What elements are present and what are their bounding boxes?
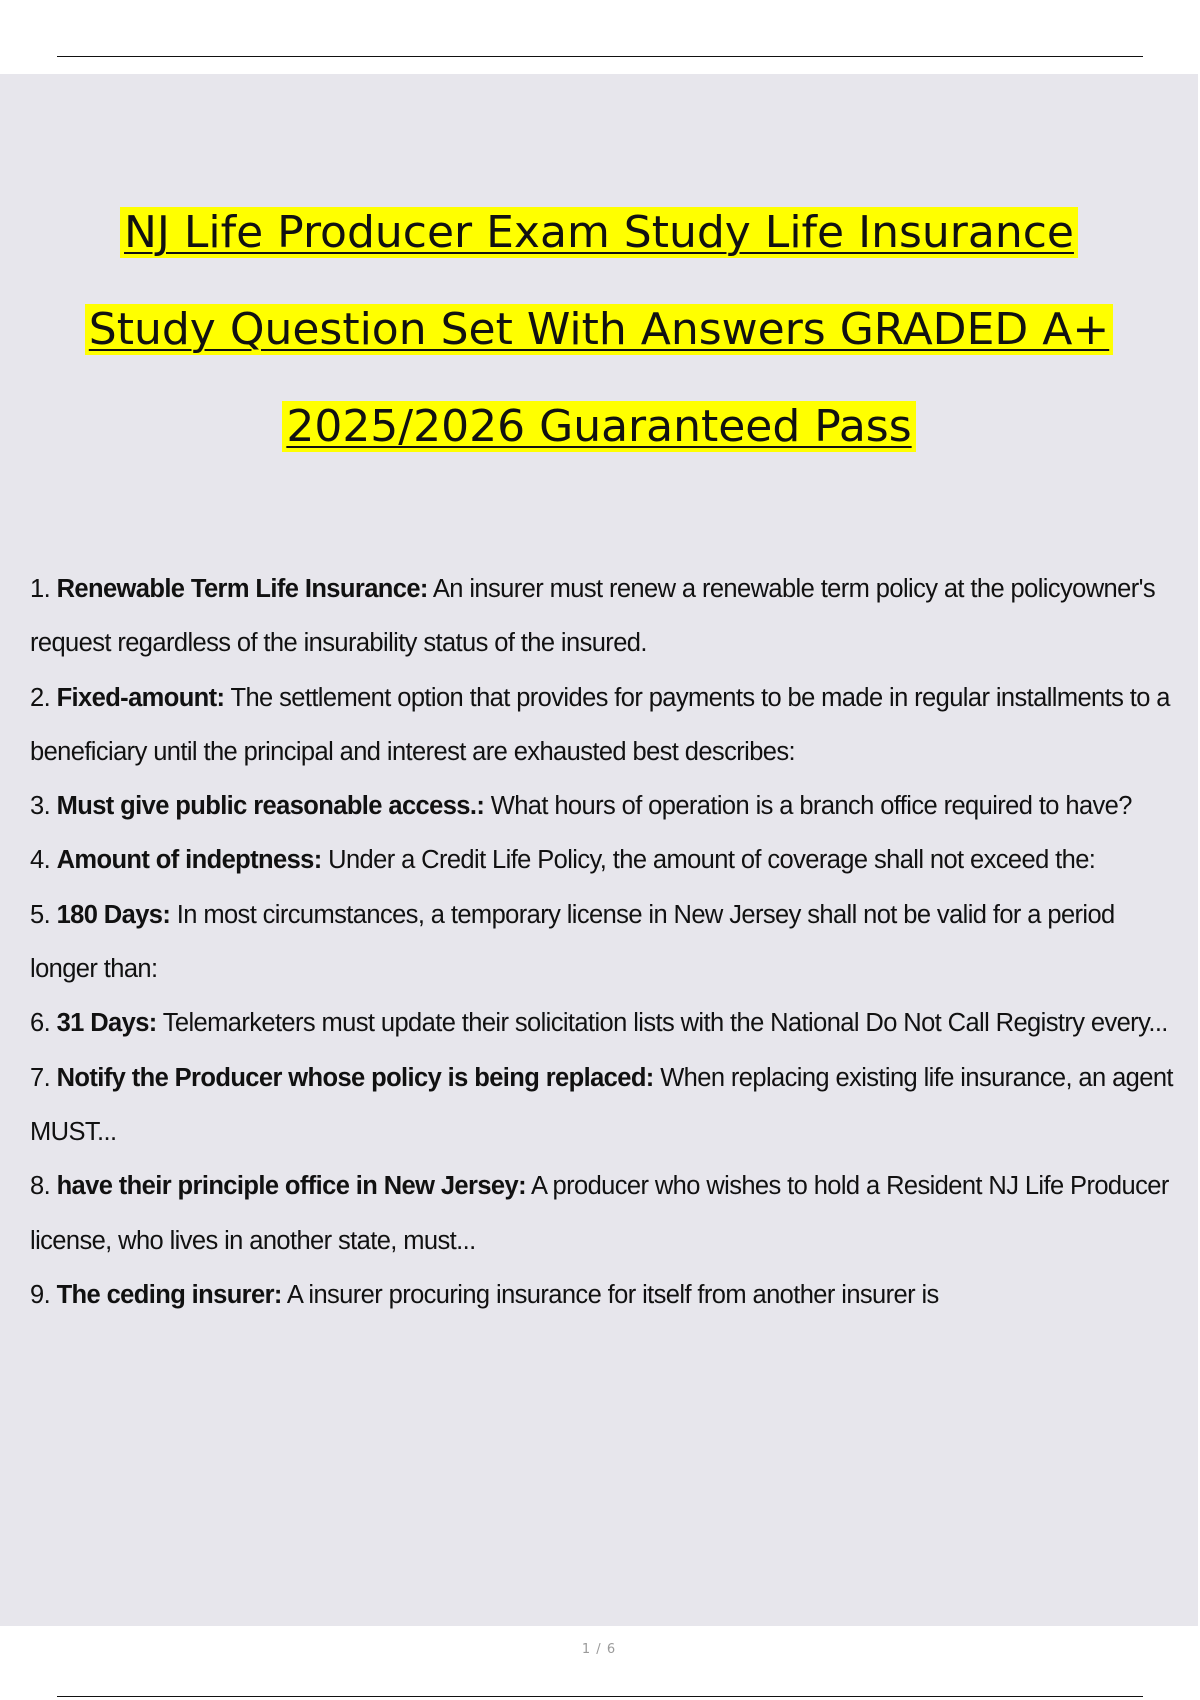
question-text: An insurer must renew a renewable term policy at the policyowner's request regardless of the insurability status of the insured. (30, 575, 1156, 658)
document-page (0, 74, 1198, 1657)
qa-item-1 (30, 562, 1175, 671)
qa-item-8 (30, 1159, 1175, 1268)
answer-term: Renewable Term Life Insurance: (56, 575, 428, 603)
item-number: 2. (30, 683, 51, 712)
answer-term: 31 Days: (56, 1009, 157, 1038)
item-number: 5. (30, 900, 51, 929)
qa-item-6 (30, 996, 1175, 1050)
question-text: What hours of operation is a branch office required to have? (490, 792, 1132, 821)
question-text: A insurer procuring insurance for itself from another insurer is (286, 1280, 939, 1309)
answer-term: Fixed-amount: (56, 683, 225, 712)
item-number: 6. (30, 1009, 51, 1038)
question-text: Telemarketers must update their solicitation lists with the National Do Not Call Registry every... (162, 1009, 1168, 1038)
answer-term: Notify the Producer whose policy is being replaced: (56, 1063, 654, 1092)
question-text: The settlement option that provides for payments to be made in regular installments to a beneficiary until the principal and interest are exhausted best describes: (30, 683, 1170, 766)
qa-item-5 (30, 888, 1175, 997)
qa-item-9 (30, 1268, 1175, 1322)
qa-item-7 (30, 1051, 1175, 1160)
question-text: When replacing existing life insurance, an agent MUST... (30, 1063, 1173, 1146)
title-line-3: 2025/2026 Guaranteed Pass (0, 378, 1198, 475)
question-text: Under a Credit Life Policy, the amount of coverage shall not exceed the: (328, 846, 1096, 875)
qa-item-4 (30, 833, 1175, 887)
item-number: 9. (30, 1280, 51, 1309)
answer-term: The ceding insurer: (56, 1280, 282, 1309)
answer-term: Amount of indeptness: (56, 846, 322, 875)
document-title (0, 184, 1198, 475)
item-number: 1. (30, 575, 51, 603)
question-text: In most circumstances, a temporary license in New Jersey shall not be valid for a period longer than: (30, 900, 1115, 984)
answer-term: Must give public reasonable access.: (56, 792, 485, 821)
qa-item-3 (30, 779, 1175, 833)
item-number: 7. (30, 1063, 51, 1092)
title-line-1: NJ Life Producer Exam Study Life Insurance (0, 184, 1198, 281)
answer-term: have their principle office in New Jersey: (56, 1172, 526, 1201)
page-number: 1 / 6 (581, 1642, 617, 1657)
qa-item-2 (30, 671, 1175, 780)
question-answer-list (30, 562, 1175, 1322)
answer-term: 180 Days: (56, 900, 171, 929)
item-number: 4. (30, 846, 51, 875)
top-rule (57, 56, 1143, 57)
title-line-2: Study Question Set With Answers GRADED A+ (0, 281, 1198, 378)
bottom-rule (57, 1696, 1143, 1697)
item-number: 8. (30, 1172, 51, 1201)
question-text: A producer who wishes to hold a Resident NJ Life Producer license, who lives in another state, must... (30, 1172, 1169, 1255)
item-number: 3. (30, 792, 51, 821)
